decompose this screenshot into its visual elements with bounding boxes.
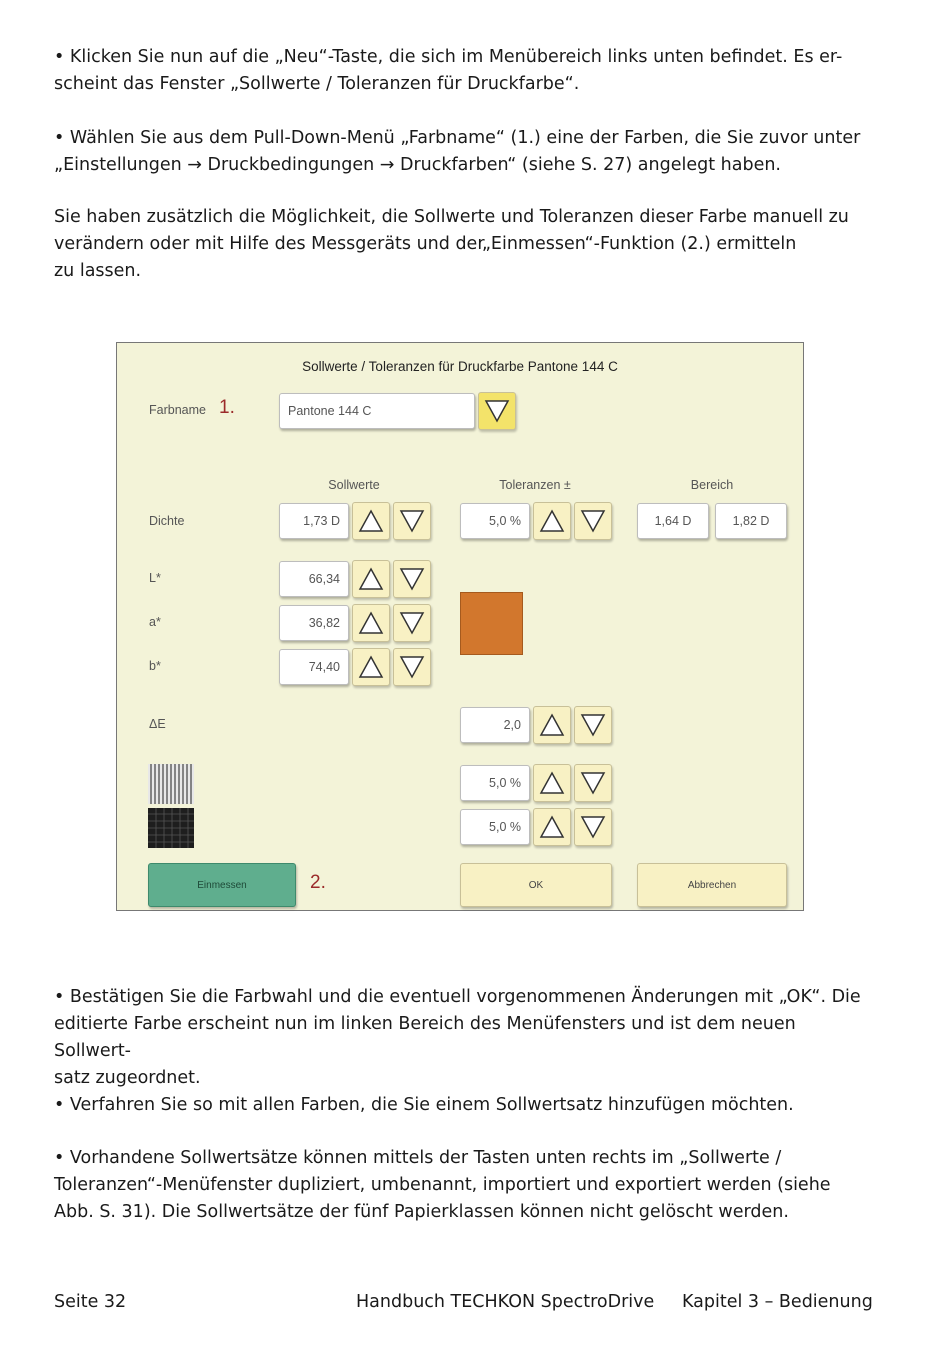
a-label: a*: [149, 615, 161, 629]
farbname-label: Farbname: [149, 403, 206, 417]
marker-1: 1.: [219, 397, 235, 418]
einmessen-button[interactable]: Einmessen: [148, 863, 296, 907]
paragraph-5: • Verfahren Sie so mit allen Farben, die Sie einem Sollwertsatz hinzufügen möchten.: [54, 1095, 794, 1115]
farbname-dropdown-button[interactable]: [478, 392, 516, 430]
l-label: L*: [149, 571, 161, 585]
dialog-title: Sollwerte / Toleranzen für Druckfarbe Pantone 144 C: [302, 359, 618, 374]
triangle-up-icon: [357, 508, 385, 534]
delta-e-label: ΔE: [149, 717, 166, 731]
b-up-button[interactable]: [352, 648, 390, 686]
footer-page-number: Seite 32: [54, 1292, 127, 1312]
pattern-2-toleranz-field[interactable]: 5,0 %: [460, 809, 530, 845]
dichte-sollwert-up-button[interactable]: [352, 502, 390, 540]
header-bereich: Bereich: [690, 478, 734, 492]
triangle-down-icon: [579, 770, 607, 796]
delta-e-toleranz-field[interactable]: 2,0: [460, 707, 530, 743]
triangle-down-icon: [398, 610, 426, 636]
paragraph-6: • Vorhandene Sollwertsätze können mittels der Tasten unten rechts im „Sollwerte / Toleranzen“-Menüfenster dupliziert, umbenannt, importiert und exportiert werden (siehe Abb. S. 31). Die Sollwertsätze der fünf Papierklassen können nicht gelöscht werden.: [54, 1148, 831, 1222]
triangle-up-icon: [538, 712, 566, 738]
pattern-2-up-button[interactable]: [533, 808, 571, 846]
dichte-sollwert-down-button[interactable]: [393, 502, 431, 540]
triangle-up-icon: [357, 566, 385, 592]
pattern-1-down-button[interactable]: [574, 764, 612, 802]
l-down-button[interactable]: [393, 560, 431, 598]
paragraph-4: • Bestätigen Sie die Farbwahl und die eventuell vorgenommenen Änderungen mit „OK“. Die editierte Farbe erscheint nun im linken Bereich des Menüfensters und ist dem neuen Sollwert- satz zugeordnet.: [54, 987, 861, 1088]
light-pattern-icon: [148, 764, 194, 804]
triangle-up-icon: [357, 610, 385, 636]
b-down-button[interactable]: [393, 648, 431, 686]
triangle-down-icon: [579, 712, 607, 738]
l-up-button[interactable]: [352, 560, 390, 598]
dichte-toleranz-down-button[interactable]: [574, 502, 612, 540]
pattern-1-up-button[interactable]: [533, 764, 571, 802]
triangle-up-icon: [538, 508, 566, 534]
header-sollwerte: Sollwerte: [328, 478, 380, 492]
dichte-toleranz-field[interactable]: 5,0 %: [460, 503, 530, 539]
a-sollwert-field[interactable]: 36,82: [279, 605, 349, 641]
pattern-1-toleranz-field[interactable]: 5,0 %: [460, 765, 530, 801]
abbrechen-button[interactable]: Abbrechen: [637, 863, 787, 907]
paragraph-3: Sie haben zusätzlich die Möglichkeit, die Sollwerte und Toleranzen dieser Farbe manuell zu verändern oder mit Hilfe des Messgeräts und der„Einmessen“-Funktion (2.) ermitteln zu lassen.: [54, 207, 849, 281]
triangle-down-icon: [579, 814, 607, 840]
triangle-down-icon: [579, 508, 607, 534]
marker-2: 2.: [310, 872, 326, 893]
bereich-max-field: 1,82 D: [715, 503, 787, 539]
delta-e-down-button[interactable]: [574, 706, 612, 744]
dark-pattern-icon: [148, 808, 194, 848]
a-up-button[interactable]: [352, 604, 390, 642]
pattern-2-down-button[interactable]: [574, 808, 612, 846]
triangle-down-icon: [483, 398, 511, 424]
dichte-sollwert-field[interactable]: 1,73 D: [279, 503, 349, 539]
b-label: b*: [149, 659, 161, 673]
triangle-up-icon: [538, 814, 566, 840]
triangle-up-icon: [357, 654, 385, 680]
ok-button[interactable]: OK: [460, 863, 612, 907]
footer-chapter: Kapitel 3 – Bedienung: [682, 1292, 873, 1312]
dichte-label: Dichte: [149, 514, 185, 528]
header-toleranzen: Toleranzen ±: [499, 478, 571, 492]
sollwerte-dialog: [116, 342, 804, 911]
delta-e-up-button[interactable]: [533, 706, 571, 744]
dichte-toleranz-up-button[interactable]: [533, 502, 571, 540]
bereich-min-field: 1,64 D: [637, 503, 709, 539]
triangle-down-icon: [398, 654, 426, 680]
color-swatch: [460, 592, 523, 655]
paragraph-1: • Klicken Sie nun auf die „Neu“-Taste, die sich im Menübereich links unten befindet. Es er- scheint das Fenster „Sollwerte / Toleranzen für Druckfarbe“.: [54, 47, 843, 94]
b-sollwert-field[interactable]: 74,40: [279, 649, 349, 685]
l-sollwert-field[interactable]: 66,34: [279, 561, 349, 597]
triangle-up-icon: [538, 770, 566, 796]
a-down-button[interactable]: [393, 604, 431, 642]
footer-manual-title: Handbuch TECHKON SpectroDrive: [356, 1292, 655, 1312]
paragraph-2: • Wählen Sie aus dem Pull-Down-Menü „Farbname“ (1.) eine der Farben, die Sie zuvor unter „Einstellungen → Druckbedingungen → Druckfarben“ (siehe S. 27) angelegt haben.: [54, 128, 861, 175]
triangle-down-icon: [398, 508, 426, 534]
triangle-down-icon: [398, 566, 426, 592]
farbname-select[interactable]: Pantone 144 C: [279, 393, 475, 429]
